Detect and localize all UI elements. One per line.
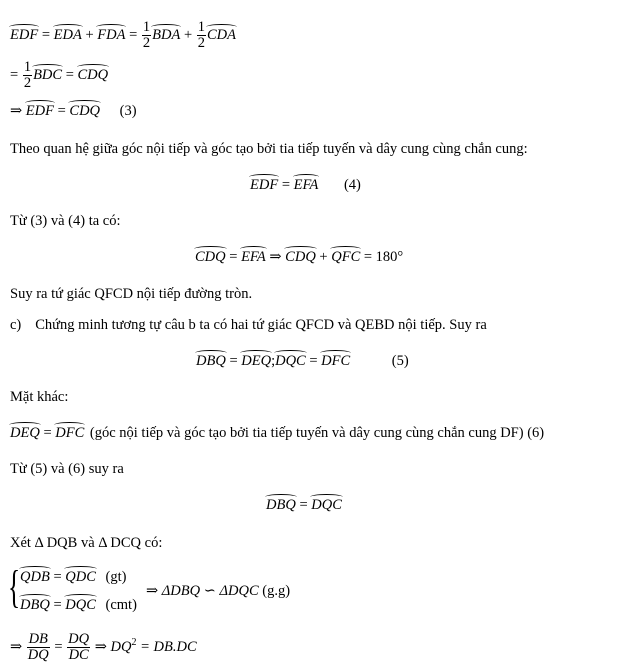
- arc-efa: EFA: [294, 174, 319, 192]
- arc-deq: DEQ: [241, 350, 271, 368]
- paragraph-2: Từ (3) và (4) ta có:: [10, 213, 121, 229]
- triangle-dbq: ΔDBQ: [161, 583, 201, 599]
- arc-dfc: DFC: [321, 350, 350, 368]
- arc-efa-2: EFA: [241, 246, 266, 264]
- arc-dqc: DQC: [275, 350, 306, 368]
- fraction-half-2: $\frac{1}{2}$: [197, 19, 205, 51]
- triangle-dqc: ΔDQC: [219, 583, 259, 599]
- arc-dqc-2: DQC: [311, 494, 342, 512]
- paragraph-4: [10, 316, 487, 334]
- eq7-note: (góc nội tiếp và góc tạo bởi tia tiếp tuyến và dây cung cùng chắn cung DF): [89, 425, 524, 441]
- value-180: 180°: [375, 249, 404, 265]
- tag-4: (4): [343, 177, 361, 193]
- arc-dbq: DBQ: [196, 350, 226, 368]
- arc-qdb: QDB: [20, 566, 50, 584]
- note-cmt: (cmt): [105, 597, 137, 613]
- arc-dfc-2: DFC: [55, 422, 84, 440]
- arc-edf: EDF: [10, 24, 38, 42]
- tag-3: (3): [119, 103, 137, 119]
- system-conclusion: ⇒ ΔDBQ ∽ ΔDQC (g.g): [146, 583, 291, 599]
- arc-edf-2: EDF: [26, 100, 54, 118]
- equation-6: DBQ = DEQ;DQC = DFC (5): [196, 350, 409, 370]
- arc-cdq-4: CDQ: [285, 246, 316, 264]
- tag-5: (5): [391, 353, 409, 369]
- system-row-2: DBQ = DQC (cmt): [20, 594, 137, 614]
- fraction-dq-dc: $\frac{DQ}{DC}$: [68, 631, 90, 663]
- arc-dbq-3: DBQ: [20, 594, 50, 612]
- arc-cdq-3: CDQ: [195, 246, 226, 264]
- arc-cdq-2: CDQ: [69, 100, 100, 118]
- fraction-db-dq: $\frac{DB}{DQ}$: [27, 631, 49, 663]
- arc-dqc-3: DQC: [65, 594, 96, 612]
- arc-dbq-2: DBQ: [266, 494, 296, 512]
- final-equation: ⇒ $\frac{DB}{DQ}$ = $\frac{DQ}{DC}$ ⇒ $DQ^2 = DB.DC$: [10, 631, 197, 663]
- paragraph-5: Mặt khác:: [10, 389, 69, 405]
- note-gt: (gt): [105, 569, 127, 585]
- dq-squared: $DQ^2$: [110, 637, 137, 655]
- note-gg: (g.g): [262, 583, 291, 599]
- left-brace-icon: {: [8, 561, 21, 612]
- similar-symbol: ∽: [203, 583, 216, 599]
- equation-line-2: = $\frac{1}{2}$ BDC = CDQ: [10, 59, 109, 91]
- equation-4: EDF = EFA (4): [250, 174, 361, 194]
- arc-fda: FDA: [97, 24, 125, 42]
- arc-cdq: CDQ: [78, 64, 109, 82]
- item-label-c: c): [10, 317, 22, 333]
- paragraph-7: Xét Δ DQB và Δ DCQ có:: [10, 535, 163, 551]
- equation-5: CDQ = EFA ⇒ CDQ + QFC = 180°: [195, 246, 403, 266]
- tag-6: (6): [527, 425, 545, 441]
- arc-qdc: QDC: [65, 566, 96, 584]
- paragraph-3: Suy ra tứ giác QFCD nội tiếp đường tròn.: [10, 286, 253, 302]
- arc-bda: BDA: [152, 24, 180, 42]
- equation-7: DEQ = DFC (góc nội tiếp và góc tạo bởi tia tiếp tuyến và dây cung cùng chắn cung DF) (6): [10, 422, 544, 442]
- equation-8: DBQ = DQC: [266, 494, 342, 514]
- system-row-1: QDB = QDC (gt): [20, 566, 126, 586]
- arc-eda: EDA: [54, 24, 82, 42]
- final-rhs: = DB.DC: [140, 638, 197, 655]
- arc-deq-2: DEQ: [10, 422, 40, 440]
- fraction-half-1: $\frac{1}{2}$: [142, 19, 151, 51]
- paragraph-1: Theo quan hệ giữa góc nội tiếp và góc tạo bởi tia tiếp tuyến và dây cung cùng chắn cung:: [10, 141, 528, 157]
- arc-bdc: BDC: [33, 64, 62, 82]
- paragraph-6: Từ (5) và (6) suy ra: [10, 461, 124, 477]
- arc-qfc: QFC: [331, 246, 360, 264]
- fraction-half-3: $\frac{1}{2}$: [23, 59, 32, 91]
- item-text-c: Chứng minh tương tự câu b ta có hai tứ giác QFCD và QEBD nội tiếp. Suy ra: [35, 317, 487, 333]
- equation-line-1: EDF = EDA + FDA = $\frac{1}{2}$ BDA + $\frac{1}{2}$ CDA: [10, 19, 236, 51]
- arc-cda: CDA: [207, 24, 236, 42]
- equation-line-3: ⇒ EDF = CDQ (3): [10, 100, 137, 120]
- arc-edf-3: EDF: [250, 174, 278, 192]
